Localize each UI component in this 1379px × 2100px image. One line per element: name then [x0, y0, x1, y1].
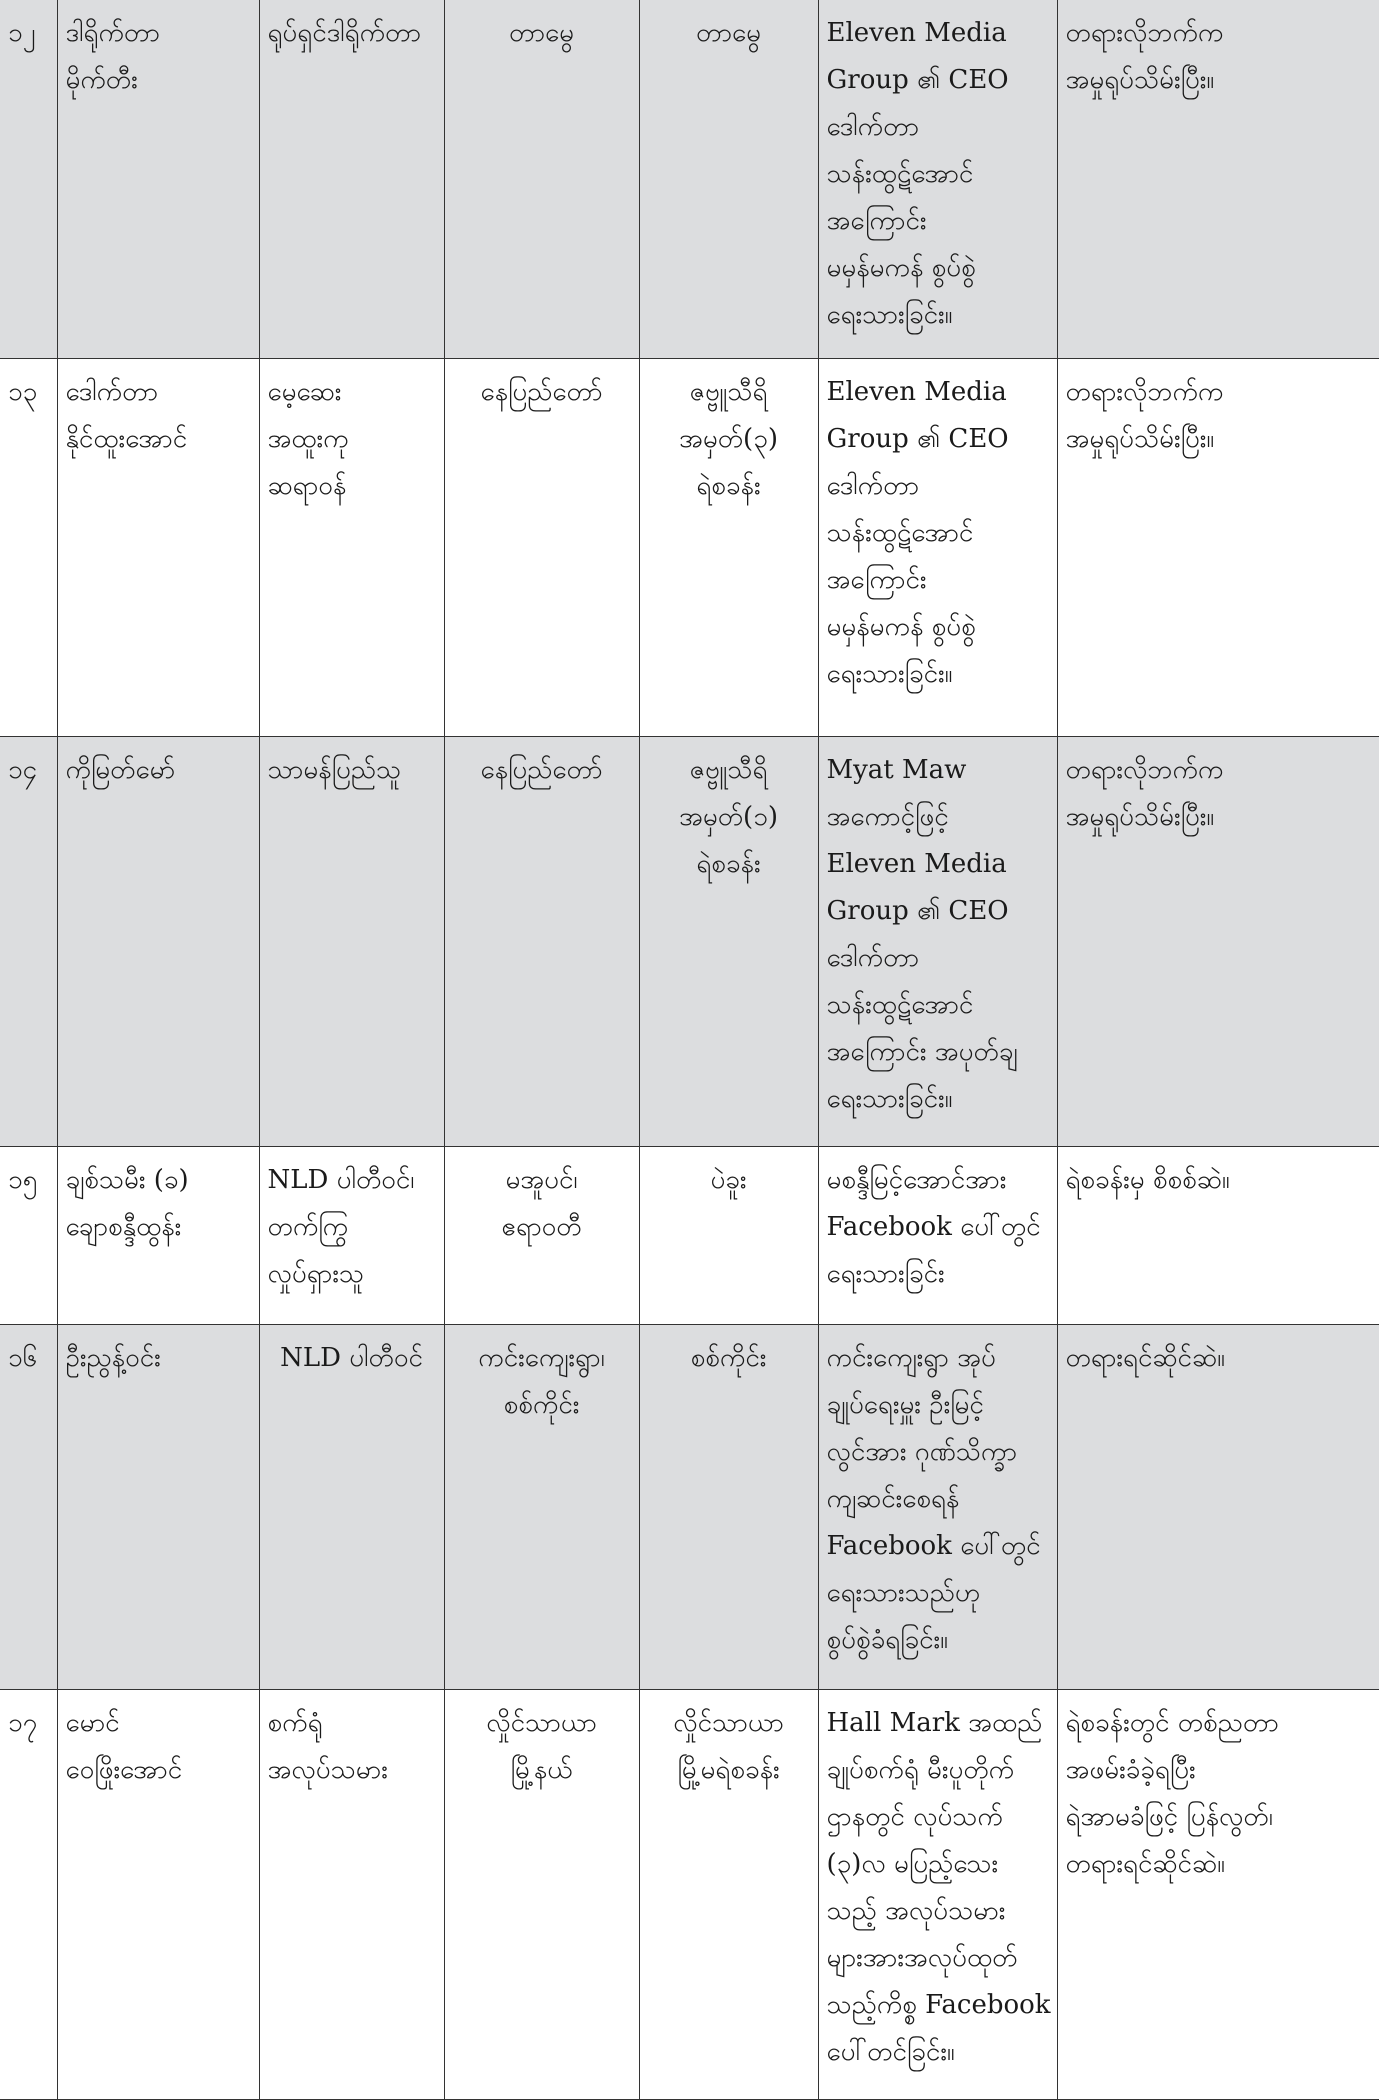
case-status-cell: [1057, 1146, 1379, 1324]
accused-name-line: မောင်: [65, 1707, 120, 1738]
reason-cell: [818, 1146, 1057, 1324]
accused-name-line: ကိုမြတ်မော်: [65, 754, 176, 785]
case-status-line: အဖမ်းခံခဲ့ရပြီး: [1065, 1754, 1196, 1785]
case-status-line: ရဲအာမခံဖြင့် ပြန်လွတ်၊: [1065, 1801, 1273, 1832]
occupation-cell: [259, 1146, 444, 1324]
police-station-line: ပဲခူး: [710, 1164, 747, 1195]
police-station-line: စစ်ကိုင်း: [690, 1342, 767, 1373]
case-number: ၁၄: [8, 754, 38, 785]
accused-name-line: ဦးညွန့်ဝင်း: [65, 1342, 161, 1373]
table-row: [0, 358, 1379, 736]
case-status-cell: [1057, 736, 1379, 1146]
police-station-line: မြို့မရဲစခန်း: [677, 1754, 780, 1785]
police-station-line: ဇဗ္ဗူသီရိ: [689, 754, 768, 785]
case-number-cell: [0, 1324, 57, 1689]
reason-line: ချုပ်ရေးမှူး ဦးမြင့်: [826, 1389, 984, 1420]
reason-line: (၃)လ မပြည့်သေး: [826, 1848, 999, 1879]
reason-line: Myat Maw: [826, 754, 967, 785]
reason-line: ချုပ်စက်ရုံ မီးပူတိုက်: [826, 1754, 1015, 1785]
case-status-cell: [1057, 0, 1379, 358]
case-status-cell: [1057, 1689, 1379, 2099]
accused-name-line: နိုင်ထူးအောင်: [65, 423, 188, 454]
accused-name-cell: [57, 1324, 259, 1689]
reason-line: Group ၏ CEO: [826, 65, 1009, 95]
reason-line: ဒေါက်တာ: [826, 470, 920, 501]
occupation-cell: [259, 358, 444, 736]
reason-line: မမှန်မကန် စွပ်စွဲ: [826, 253, 976, 283]
case-status-line: ရဲစခန်းတွင် တစ်ညတာ: [1065, 1707, 1279, 1738]
address-cell: [444, 1689, 639, 2099]
occupation-line: NLD ပါတီဝင်: [280, 1342, 423, 1373]
reason-line: Eleven Media: [826, 18, 1007, 48]
reason-line: မစန္ဒီမြင့်အောင်အား: [826, 1164, 1007, 1195]
case-number-cell: [0, 1146, 57, 1324]
police-station-cell: [639, 736, 818, 1146]
reason-line: အကောင့်ဖြင့်: [826, 801, 949, 832]
occupation-line: အထူးကု: [267, 423, 349, 454]
reason-line: Group ၏ CEO: [826, 895, 1009, 926]
address-cell: [444, 736, 639, 1146]
case-status-line: တရားရင်ဆိုင်ဆဲ။: [1065, 1848, 1225, 1879]
police-station-line: အမှတ်(၁): [679, 801, 778, 832]
reason-line: ကျဆင်းစေရန်: [826, 1483, 960, 1514]
police-station-cell: [639, 1146, 818, 1324]
reason-line: ပေါ်တင်ခြင်း။: [826, 2036, 955, 2067]
accused-name-cell: [57, 1689, 259, 2099]
accused-name-cell: [57, 0, 259, 358]
reason-line: Eleven Media: [826, 848, 1007, 879]
case-number-cell: [0, 0, 57, 358]
address-line: မအူပင်၊: [505, 1164, 578, 1195]
occupation-line: လှုပ်ရှားသူ: [267, 1258, 365, 1289]
occupation-cell: [259, 0, 444, 358]
case-number-cell: [0, 736, 57, 1146]
police-station-line: အမှတ်(၃): [679, 423, 778, 454]
table-row: [0, 1689, 1379, 2099]
reason-line: အကြောင်း: [826, 206, 927, 236]
reason-line: Facebook ပေါ်တွင်: [826, 1530, 1041, 1561]
police-station-cell: [639, 1689, 818, 2099]
occupation-line: စက်ရုံ: [267, 1707, 323, 1738]
case-status-line: တရားလိုဘက်က: [1065, 754, 1224, 785]
case-number-cell: [0, 358, 57, 736]
occupation-line: မေ့ဆေး: [267, 376, 342, 407]
reason-line: သန်းထွဋ်အောင်: [826, 517, 974, 548]
address-cell: [444, 1146, 639, 1324]
reason-cell: [818, 736, 1057, 1146]
police-station-cell: [639, 358, 818, 736]
address-line: တာမွေ: [509, 18, 574, 48]
address-line: ဧရာဝတီ: [501, 1211, 582, 1242]
case-status-line: တရားလိုဘက်က: [1065, 376, 1224, 407]
reason-cell: [818, 358, 1057, 736]
address-line: နေပြည်တော်: [480, 754, 603, 785]
case-status-cell: [1057, 1324, 1379, 1689]
reason-line: Group ၏ CEO: [826, 423, 1009, 454]
police-station-cell: [639, 0, 818, 358]
address-cell: [444, 358, 639, 736]
address-line: စစ်ကိုင်း: [503, 1389, 580, 1420]
case-status-line: တရားရင်ဆိုင်ဆဲ။: [1065, 1342, 1225, 1373]
address-line: လှိုင်သာယာ: [486, 1707, 597, 1738]
reason-line: ရေးသားခြင်း။: [826, 1083, 953, 1114]
reason-line: သည့်ကိစ္စ Facebook: [826, 1989, 1051, 2020]
accused-name-line: ချစ်သမီး (ခ): [65, 1164, 189, 1195]
case-number: ၁၇: [8, 1707, 38, 1738]
table-row: [0, 0, 1379, 358]
reason-line: Facebook ပေါ်တွင်: [826, 1211, 1041, 1242]
case-status-line: အမှုရုပ်သိမ်းပြီး။: [1065, 65, 1215, 95]
reason-line: ဒေါက်တာ: [826, 112, 920, 142]
reason-line: အကြောင်း အပုတ်ချ: [826, 1036, 1018, 1067]
case-status-line: ရဲစခန်းမှ စိစစ်ဆဲ။: [1065, 1164, 1230, 1195]
case-status-line: တရားလိုဘက်က: [1065, 18, 1224, 48]
police-station-cell: [639, 1324, 818, 1689]
occupation-line: ရုပ်ရှင်ဒါရိုက်တာ: [267, 18, 422, 48]
occupation-cell: [259, 736, 444, 1146]
accused-name-line: မိုက်တီး: [65, 65, 138, 95]
reason-cell: [818, 1689, 1057, 2099]
reason-line: မမှန်မကန် စွပ်စွဲ: [826, 611, 976, 642]
accused-name-cell: [57, 358, 259, 736]
case-number: ၁၅: [8, 1164, 38, 1195]
case-status-line: အမှုရုပ်သိမ်းပြီး။: [1065, 801, 1215, 832]
address-line: မြို့နယ်: [510, 1754, 573, 1785]
reason-line: အကြောင်း: [826, 564, 927, 595]
reason-line: ရေးသားခြင်း။: [826, 658, 953, 689]
table-row: [0, 1146, 1379, 1324]
police-station-line: ဇဗ္ဗူသီရိ: [689, 376, 768, 407]
reason-line: စွပ်စွဲခံရခြင်း။: [826, 1624, 949, 1655]
police-station-line: လှိုင်သာယာ: [673, 1707, 784, 1738]
occupation-cell: [259, 1324, 444, 1689]
case-number: ၁၂: [8, 18, 36, 48]
reason-line: ရေးသားသည်ဟု: [826, 1577, 981, 1608]
reason-line: သည့် အလုပ်သမား: [826, 1895, 1006, 1926]
occupation-line: NLD ပါတီဝင်၊: [267, 1164, 415, 1195]
reason-line: ကင်းကျေးရွာ အုပ်: [826, 1342, 996, 1373]
accused-name-cell: [57, 1146, 259, 1324]
reason-line: လွင်အား ဂုဏ်သိက္ခာ: [826, 1436, 1018, 1467]
accused-name-cell: [57, 736, 259, 1146]
occupation-line: သာမန်ပြည်သူ: [267, 754, 402, 785]
address-cell: [444, 0, 639, 358]
address-line: ကင်းကျေးရွာ၊: [478, 1342, 605, 1373]
reason-line: ရေးသားခြင်း: [826, 1258, 945, 1289]
reason-line: များအားအလုပ်ထုတ်: [826, 1942, 1018, 1973]
address-line: နေပြည်တော်: [480, 376, 603, 407]
address-cell: [444, 1324, 639, 1689]
case-number-cell: [0, 1689, 57, 2099]
occupation-line: အလုပ်သမား: [267, 1754, 388, 1785]
reason-line: သန်းထွဋ်အောင်: [826, 159, 974, 189]
case-number: ၁၆: [8, 1342, 38, 1373]
reason-line: Hall Mark အထည်: [826, 1707, 1043, 1738]
reason-cell: [818, 0, 1057, 358]
accused-name-line: ချောစန္ဒီထွန်း: [65, 1211, 182, 1242]
police-station-line: ရဲစခန်း: [696, 470, 761, 501]
table-row: [0, 736, 1379, 1146]
occupation-cell: [259, 1689, 444, 2099]
accused-name-line: ဒေါက်တာ: [65, 376, 159, 407]
case-status-line: အမှုရုပ်သိမ်းပြီး။: [1065, 423, 1215, 454]
case-number: ၁၃: [8, 376, 38, 407]
reason-line: Eleven Media: [826, 376, 1007, 407]
police-station-line: တာမွေ: [696, 18, 761, 48]
reason-line: ဒေါက်တာ: [826, 942, 920, 973]
accused-name-line: ဒါရိုက်တာ: [65, 18, 160, 48]
reason-cell: [818, 1324, 1057, 1689]
occupation-line: ဆရာဝန်: [267, 470, 347, 501]
occupation-line: တက်ကြွ: [267, 1211, 349, 1242]
reason-line: ရေးသားခြင်း။: [826, 300, 953, 330]
case-status-cell: [1057, 358, 1379, 736]
accused-name-line: ဝေဖြိုးအောင်: [65, 1754, 183, 1785]
reason-line: ဌာနတွင် လုပ်သက်: [826, 1801, 1003, 1832]
table-row: [0, 1324, 1379, 1689]
police-station-line: ရဲစခန်း: [696, 848, 761, 879]
reason-line: သန်းထွဋ်အောင်: [826, 989, 974, 1020]
